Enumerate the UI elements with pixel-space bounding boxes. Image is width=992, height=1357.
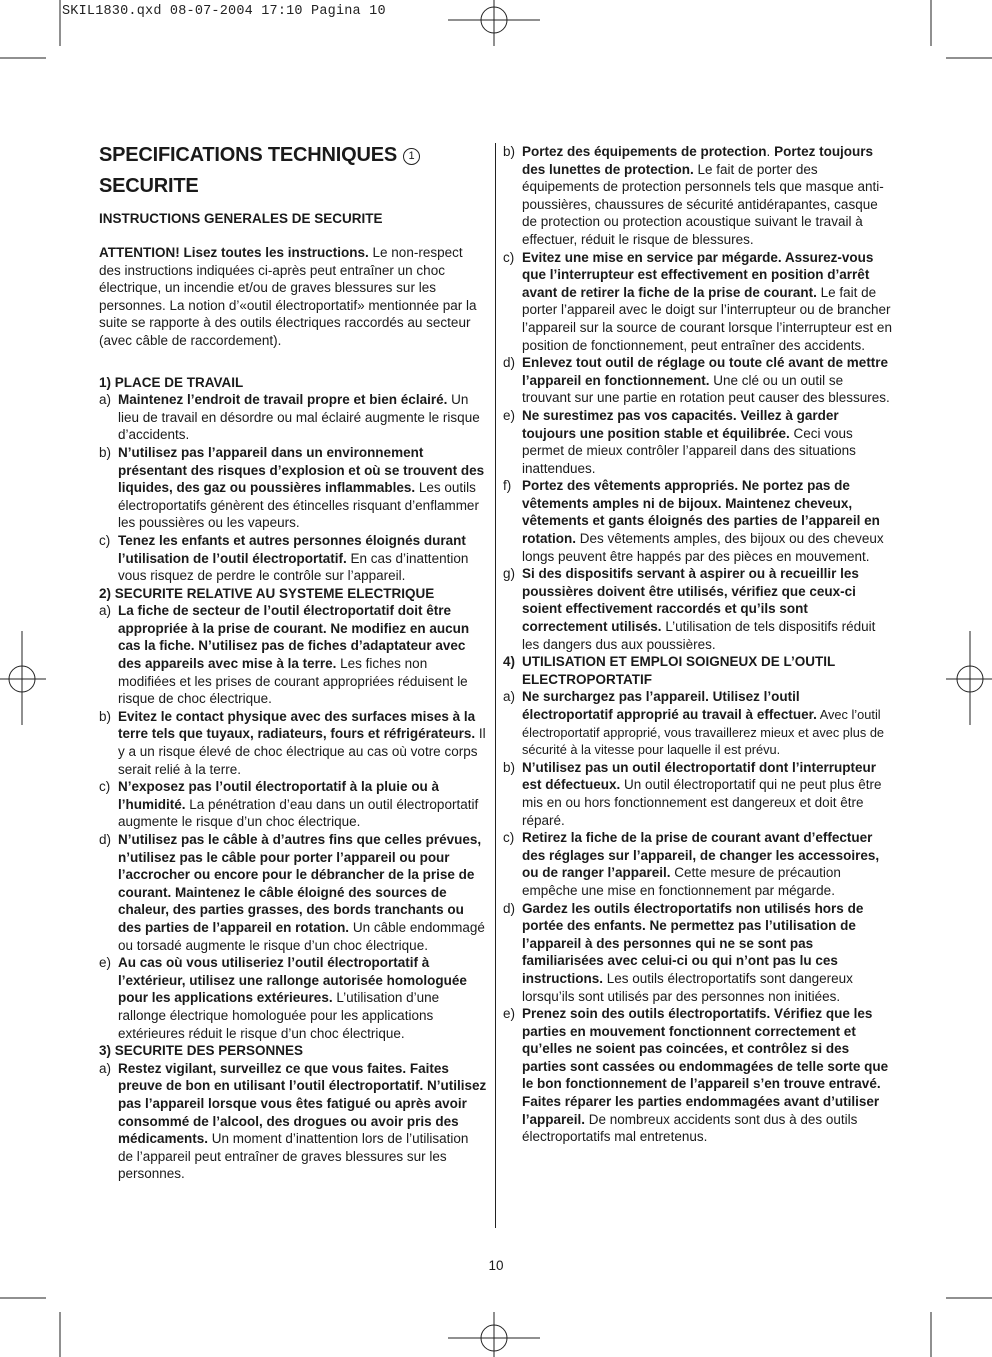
list-item xyxy=(503,900,893,1006)
item-text: Les fiches non modifiées et les prises de courant appropriées réduisent le risque de choc électrique. xyxy=(118,656,468,707)
intro-text: Le non-respect des instructions indiquées ci-après peut entraîner un choc électrique, un incendie et/ou de graves blessures sur les personnes. La notion d’«outil électroportatif» mentionnée par la suite se rapporte à des outils électriques raccordés au secteur (avec câble de raccordement). xyxy=(99,245,477,348)
item-bold: La fiche de secteur de l’outil électroportatif doit être appropriée à la prise de courant. Ne modifiez en aucun cas la fiche. N’utilisez pas de fiches d’adaptateur avec des appareils avec mise à la terre. xyxy=(118,603,470,672)
registration-mark-bottom xyxy=(448,1312,540,1357)
section-number: 4) xyxy=(503,654,516,670)
item-letter: c) xyxy=(99,779,111,795)
item-text: De nombreux accidents sont dus à des outils électroportatifs mal entretenus. xyxy=(522,1111,858,1145)
item-bold: N’exposez pas l’outil électroportatif à la pluie ou à l’humidité. xyxy=(118,779,440,812)
item-letter: f) xyxy=(503,478,512,494)
item-bold: Gardez les outils électroportatifs non utilisés hors de portée des enfants. Ne permettez pas l’utilisation de l’appareil à des personnes qui ne se sont pas familiarisées avec celui-ci ou qui n’ont pas lu ces instructions. xyxy=(522,900,864,986)
list-item xyxy=(99,391,487,444)
list-item xyxy=(503,249,893,355)
item-bold: Maintenez l’endroit de travail propre et bien éclairé. xyxy=(118,392,448,408)
section-heading-text: UTILISATION ET EMPLOI SOIGNEUX DE L’OUTIL ELECTROPORTATIF xyxy=(522,654,836,687)
list-item xyxy=(503,1005,893,1146)
item-letter: e) xyxy=(99,955,112,971)
item-text: Il y a un risque élevé de choc électrique au cas où votre corps serait relié à la terre. xyxy=(118,726,486,777)
section-subtitle: INSTRUCTIONS GENERALES DE SECURITE xyxy=(99,211,383,226)
list-item xyxy=(99,602,487,708)
list-item xyxy=(99,778,487,831)
item-letter: b) xyxy=(503,144,516,159)
item-text: Un moment d’inattention lors de l’utilisation de l’appareil peut entraîner de graves blessures sur les personnes. xyxy=(118,1131,469,1182)
intro-warning: ATTENTION! Lisez toutes les instructions. xyxy=(99,245,369,260)
list-item xyxy=(99,831,487,954)
section-heading xyxy=(503,653,893,688)
item-bold: N’utilisez pas le câble à d’autres fins que celles prévues, n’utilisez pas le câble pour porter l’appareil ou pour l’accrocher ou encore pour le débrancher de la prise de courant. Maintenez le câble éloigné des sources de chaleur, des parties grasses, des bords tranchants ou des parties de l’appareil en rotation. xyxy=(118,832,482,935)
item-bold: Au cas où vous utiliseriez l’outil électroportatif à l’extérieur, utilisez une rallonge autorisée homologuée pour les applications extérieures. xyxy=(118,955,467,1006)
item-bold: Portez des équipements de protection xyxy=(522,144,767,159)
item-bold: Portez toujours des lunettes de protection. xyxy=(522,144,874,177)
list-item xyxy=(503,565,893,653)
item-letter: a) xyxy=(99,1060,112,1076)
intro-paragraph xyxy=(99,244,487,350)
page-number: 10 xyxy=(488,1258,504,1273)
list-item xyxy=(503,759,893,829)
section-heading: 3) SECURITE DES PERSONNES xyxy=(99,1043,304,1059)
item-letter: a) xyxy=(99,603,112,619)
item-letter: d) xyxy=(503,355,516,371)
item-text: Le fait de porter l’appareil avec le doigt sur l’interrupteur ou de brancher l’appareil sur la source de courant lorsque l’interrupteur est en position de fonctionnement, peut entraîner des accidents. xyxy=(522,284,892,353)
item-text: La pénétration d’eau dans un outil électroportatif augmente le risque d’un choc électrique. xyxy=(118,796,479,830)
item-text: Une clé ou un outil se trouvant sur une partie en rotation peut causer des blessures. xyxy=(522,372,890,406)
file-slug: SKIL1830.qxd 08-07-2004 17:10 Pagina 10 xyxy=(62,4,386,19)
item-text: Les outils électroportatifs sont dangereux lorsqu’ils sont utilisés par des personnes non initiées. xyxy=(522,970,853,1004)
item-letter: d) xyxy=(503,900,516,916)
list-item xyxy=(503,354,893,407)
item-letter: a) xyxy=(99,392,112,408)
item-letter: b) xyxy=(99,708,112,724)
item-bold: Ne surestimez pas vos capacités. Veillez à garder toujours une position stable et équilibrée. xyxy=(522,407,839,441)
list-item xyxy=(99,708,487,778)
item-letter: g) xyxy=(503,566,516,582)
item-bold: Enlevez tout outil de réglage ou toute clé avant de mettre l’appareil en fonctionnement. xyxy=(522,355,889,388)
item-letter: a) xyxy=(503,689,516,705)
item-bold: N’utilisez pas l’appareil dans un environnement présentant des risques d’explosion et où se trouvent des liquides, des gaz ou poussières inflammables. xyxy=(118,444,485,496)
item-text: Les outils électroportatifs génèrent des étincelles risquant d’enflammer les poussières ou les vapeurs. xyxy=(118,480,479,531)
item-text: Un lieu de travail en désordre ou mal éclairé augmente le risque d’accidents. xyxy=(118,392,480,443)
item-letter: b) xyxy=(99,444,112,460)
item-bold: Portez des vêtements appropriés. Ne portez pas de vêtements amples ni de bijoux. Maintenez cheveux, vêtements et gants éloignés des parties de l’appareil en rotation. xyxy=(522,478,880,547)
right-column xyxy=(503,143,893,1146)
title-line-2: SECURITE xyxy=(99,175,199,197)
item-bold: Evitez le contact physique avec des surfaces mises à la terre tels que tuyaux, radiateurs, fours et réfrigérateurs. xyxy=(118,708,476,742)
item-separator: . xyxy=(766,144,775,159)
list-item xyxy=(503,477,893,565)
list-item xyxy=(99,1060,487,1183)
item-bold: N’utilisez pas un outil électroportatif dont l’interrupteur est défectueux. xyxy=(522,759,877,793)
column-divider xyxy=(495,143,496,1228)
registration-mark-left xyxy=(0,631,46,725)
item-bold: Restez vigilant, surveillez ce que vous faites. Faites preuve de bon en utilisant l’outil électroportatif. N’utilisez pas l’appareil lorsque vous êtes fatigué ou après avoir consommé de l’alcool, des drogues ou avoir pris des médicaments. xyxy=(118,1060,487,1147)
item-bold: Tenez les enfants et autres personnes éloignés durant l’utilisation de l’outil électroportatif. xyxy=(118,532,466,566)
item-bold: Retirez la fiche de la prise de courant avant d’effectuer des réglages sur l’appareil, de changer les accessoires, ou de ranger l’appareil. xyxy=(522,830,880,881)
registration-mark-top xyxy=(448,0,540,46)
item-bold: Prenez soin des outils électroportatifs. Vérifiez que les parties en mouvement fonctionnent correctement et qu’elles ne soient pas coincées, et contrôlez si des parties sont cassées ou endommagées de telle sorte que le bon fonctionnement de l’appareil s’en trouve entravé. Faites réparer les parties endommagées avant d’utiliser l’appareil. xyxy=(522,1006,889,1127)
figure-marker: 1 xyxy=(403,148,420,165)
item-text: En cas d’inattention vous risquez de perdre le contrôle sur l’appareil. xyxy=(118,550,469,584)
item-bold: Evitez une mise en service par mégarde. Assurez-vous que l’interrupteur est effectivement en position d’arrêt avant de retirer la fiche de la prise de courant. xyxy=(522,249,874,300)
item-bold: Si des dispositifs servant à aspirer ou à recueillir les poussières doivent être utilisés, vérifiez que ceux-ci soient effectivement raccordés et qu’ils sont correctement utilisés. xyxy=(522,566,859,635)
item-text: Un outil électroportatif qui ne peut plus être mis en ou hors fonctionnement est dangereux et doit être réparé. xyxy=(522,777,882,828)
page-title xyxy=(99,140,487,202)
list-item xyxy=(99,532,487,585)
item-text: L’utilisation d’une rallonge électrique homologuée pour les applications extérieures réduit le risque d’un choc électrique. xyxy=(118,990,440,1041)
title-line-1: SPECIFICATIONS TECHNIQUES xyxy=(99,144,397,166)
item-letter: b) xyxy=(503,759,516,775)
item-letter: e) xyxy=(503,1006,516,1022)
item-bold: Ne surchargez pas l’appareil. Utilisez l’outil électroportatif approprié au travail à effectuer. xyxy=(522,689,817,722)
list-item xyxy=(503,143,893,249)
item-letter: e) xyxy=(503,407,516,423)
section-heading: 1) PLACE DE TRAVAIL xyxy=(99,374,244,390)
item-letter: c) xyxy=(503,830,515,846)
item-letter: c) xyxy=(99,532,111,548)
item-text: Cette mesure de précaution empêche une mise en fonctionnement par mégarde. xyxy=(522,865,841,898)
item-text: Un câble endommagé ou torsadé augmente le risque d’un choc électrique. xyxy=(118,919,485,953)
left-column xyxy=(99,140,487,1183)
item-text: L’utilisation de tels dispositifs réduit les dangers dus aux poussières. xyxy=(522,619,876,652)
list-item xyxy=(503,407,893,477)
item-text: Avec l’outil électroportatif approprié, vous travaillerez mieux et avec plus de sécurité à la vitesse pour laquelle il est prévu. xyxy=(522,707,885,758)
item-text: Ceci vous permet de mieux contrôler l’appareil dans des situations inattendues. xyxy=(522,425,856,476)
section-heading: 2) SECURITE RELATIVE AU SYSTEME ELECTRIQUE xyxy=(99,585,435,601)
item-text: Des vêtements amples, des bijoux ou des cheveux longs peuvent être happés par des pièces en mouvement. xyxy=(522,531,884,564)
item-letter: c) xyxy=(503,249,515,265)
registration-mark-right xyxy=(946,631,992,725)
item-letter: d) xyxy=(99,832,112,847)
list-item xyxy=(503,829,893,899)
list-item xyxy=(99,954,487,1042)
list-item xyxy=(503,688,893,758)
item-text: Le fait de porter des équipements de protection personnels tels que masque anti-poussières, chaussures de sécurité antidérapantes, casque de protection ou protection acoustique suivant le travail à effectuer, réduit le risque de blessures. xyxy=(522,161,884,247)
list-item xyxy=(99,444,487,532)
